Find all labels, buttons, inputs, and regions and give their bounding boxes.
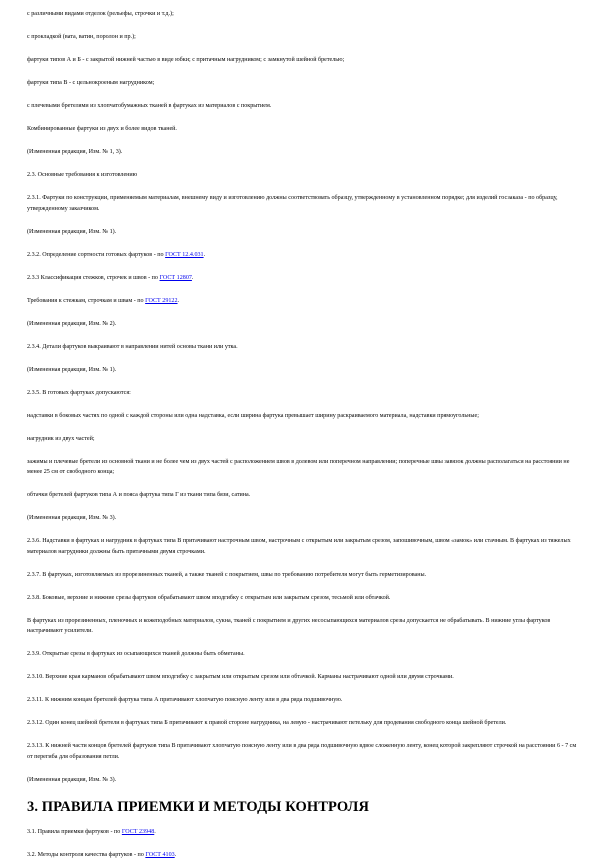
standard-link[interactable]: ГОСТ 12.4.031 <box>165 252 204 258</box>
paragraph-text: 2.3.13. К нижней части концов бретелей фартуков типа В притачивают хлопчатую поясную ленту или в два ряда подшивочную вдвое сложенную ленту, конец которой закрепляют строчкой на расстоянии 6 - 7 см от перегиба для образования петли. <box>27 743 576 760</box>
paragraph-text-end: . <box>192 275 194 281</box>
paragraph-text: 2.3.10. Верхние края карманов обрабатывают швом вподгибку с закрытым или открытым срезом или обтачкой. Карманы настрачивают одной или двумя строчками. <box>27 674 454 680</box>
paragraph <box>27 250 577 261</box>
paragraph-text: Комбинированные фартуки из двух и более видов тканей. <box>27 126 177 132</box>
paragraph-text: с различными видами отделок (рельефы, строчки и т.д.); <box>27 11 174 17</box>
paragraph-text: 2.3. Основные требования к изготовлению <box>27 172 137 178</box>
paragraph <box>27 147 577 158</box>
paragraph <box>27 365 577 376</box>
paragraph-text: (Измененная редакция, Изм. № 1). <box>27 367 116 373</box>
paragraph-text: надставки в боковых частях по одной с каждой стороны или одна надставка, если ширина фартука превышает ширину раскраиваемого материала, надставки прямоугольные; <box>27 413 479 419</box>
paragraph-text: с плечевыми бретелями из хлопчатобумажных тканей в фартуках из материалов с покрытием. <box>27 103 271 109</box>
paragraph-text: 2.3.3 Классификация стежков, строчек и швов - по <box>27 275 160 281</box>
paragraph-text: зажимы и плечевые бретели из основной ткани и не более чем из двух частей с расположением швов в долевом или поперечном направлении; поперечные швы завязок должны располагаться на расстоянии не менее 25 см от свободного конца; <box>27 459 569 476</box>
paragraph <box>27 9 577 20</box>
paragraph-text: обтачки бретелей фартуков типа А и пояса фартука типа Г из ткани типа бязи, сатина. <box>27 492 250 498</box>
paragraph <box>27 649 577 660</box>
paragraph <box>27 695 577 706</box>
standard-link[interactable]: ГОСТ 29122 <box>145 298 177 304</box>
paragraph-text: (Измененная редакция, Изм. № 1). <box>27 229 116 235</box>
paragraph <box>27 536 577 557</box>
paragraph <box>27 101 577 112</box>
paragraph-text: 2.3.2. Определение сортности готовых фартуков - по <box>27 252 165 258</box>
paragraph-text: 3.2. Методы контроля качества фартуков - по <box>27 852 145 858</box>
paragraph-text-end: . <box>154 829 156 835</box>
paragraph-text: (Измененная редакция, Изм. № 3). <box>27 777 116 783</box>
section-heading: 3. ПРАВИЛА ПРИЕМКИ И МЕТОДЫ КОНТРОЛЯ <box>27 798 577 816</box>
standard-link[interactable]: ГОСТ 23948 <box>122 829 154 835</box>
paragraph <box>27 616 577 637</box>
standard-link[interactable]: ГОСТ 4103 <box>145 852 174 858</box>
paragraph-text: 2.3.5. В готовых фартуках допускаются: <box>27 390 131 396</box>
paragraph <box>27 490 577 501</box>
paragraph-text: В фартуках из прорезиненных, пленочных и кожеподобных материалов, сукна, тканей с покрытием и других несосыпающихся материалов срезы допускается не обрабатывать. В нижние углы фартуков настрачивают усилители. <box>27 618 550 635</box>
paragraph-text: Требования к стежкам, строчкам и швам - по <box>27 298 145 304</box>
paragraph <box>27 718 577 729</box>
paragraphs-bottom <box>27 827 577 860</box>
paragraph <box>27 78 577 89</box>
paragraph-text: 2.3.1. Фартуки по конструкции, применяемым материалам, внешнему виду и изготовлению должны соответствовать образцу, утвержденному в установленном порядке; для изделий госзаказа - по образцу, утвержденному заказчиком. <box>27 195 558 212</box>
paragraph <box>27 741 577 762</box>
paragraph <box>27 296 577 307</box>
paragraph-text: 2.3.11. К нижним концам бретелей фартука типа А притачивают хлопчатую поясную ленту или в два ряда подшивочную. <box>27 697 342 703</box>
paragraph <box>27 827 577 838</box>
paragraph-text: фартуки типа В - с цельнокроеным нагрудником; <box>27 80 154 86</box>
paragraph-text-end: . <box>178 298 180 304</box>
paragraph <box>27 434 577 445</box>
paragraph-text: 2.3.8. Боковые, верхние и нижние срезы фартуков обрабатывают швом вподгибку с открытым или закрытым срезом, тесьмой или обтачкой. <box>27 595 390 601</box>
paragraph <box>27 388 577 399</box>
paragraph <box>27 672 577 683</box>
paragraph-text: (Измененная редакция, Изм. № 1, 3). <box>27 149 122 155</box>
paragraph <box>27 170 577 181</box>
paragraph <box>27 319 577 330</box>
paragraph <box>27 55 577 66</box>
paragraph-text: 2.3.4. Детали фартуков выкраивают в направлении нитей основы ткани или утка. <box>27 344 238 350</box>
paragraph <box>27 193 577 214</box>
paragraph <box>27 342 577 353</box>
paragraph <box>27 227 577 238</box>
paragraph-text: фартуки типов А и Б - с закрытой нижней частью в виде юбки; с притачным нагрудником; с замкнутой шейной бретелью; <box>27 57 344 63</box>
paragraph-text-end: . <box>175 852 177 858</box>
paragraph-text: 2.3.6. Надставки в фартуках и нагрудник в фартуках типа В притачивают настрочным швом, настрочным с открытым или закрытым срезом, запошивочным, швом «замок» или стачным. В фартуках из тяжелых материалов нагрудники должны быть притачными двумя строчками. <box>27 538 571 555</box>
paragraph <box>27 32 577 43</box>
paragraph <box>27 513 577 524</box>
paragraph-text: 2.3.12. Один конец шейной бретели в фартуках типа Б притачивают к правой стороне нагрудника, на левую - настрачивают петельку для продевания свободного конца шейной бретели. <box>27 720 506 726</box>
paragraph-text: 3.1. Правила приемки фартуков - по <box>27 829 122 835</box>
paragraphs-top <box>27 9 577 785</box>
paragraph-text: (Измененная редакция, Изм. № 3). <box>27 515 116 521</box>
paragraph <box>27 411 577 422</box>
paragraph <box>27 593 577 604</box>
paragraph-text-end: . <box>204 252 206 258</box>
paragraph <box>27 570 577 581</box>
paragraph <box>27 850 577 860</box>
standard-link[interactable]: ГОСТ 12807 <box>160 275 192 281</box>
paragraph <box>27 273 577 284</box>
paragraph-text: 2.3.9. Открытые срезы в фартуках из осыпающихся тканей должны быть обметаны. <box>27 651 245 657</box>
paragraph <box>27 457 577 478</box>
paragraph-text: нагрудник из двух частей; <box>27 436 95 442</box>
paragraph-text: 2.3.7. В фартуках, изготовляемых из прорезиненных тканей, а также тканей с покрытием, швы по требованию потребителя могут быть герметизированы. <box>27 572 426 578</box>
paragraph-text: с прокладкой (вата, ватин, поролон и пр.); <box>27 34 136 40</box>
paragraph-text: (Измененная редакция, Изм. № 2). <box>27 321 116 327</box>
paragraph <box>27 775 577 786</box>
paragraph <box>27 124 577 135</box>
